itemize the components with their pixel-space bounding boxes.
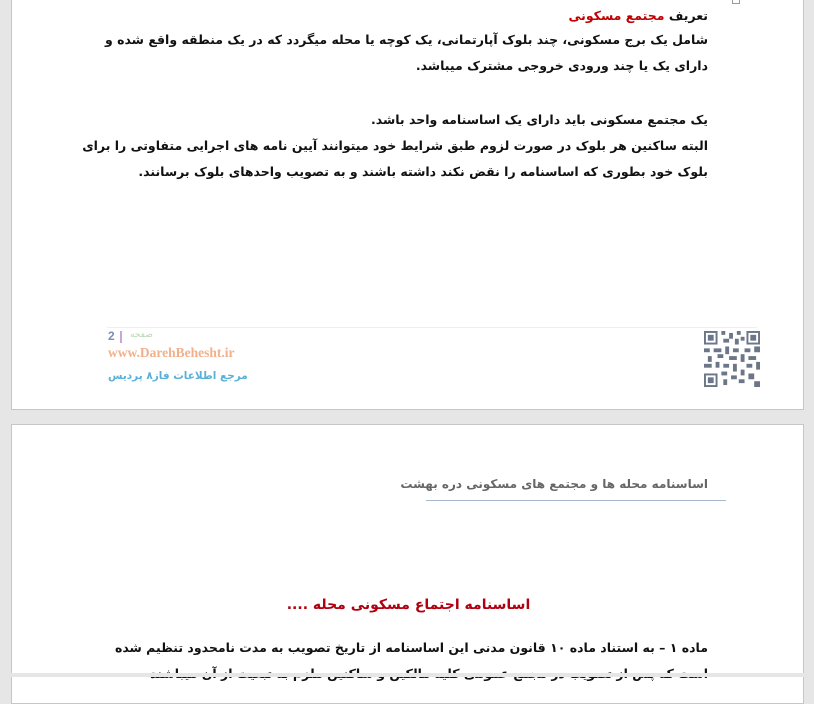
paragraph-2-line-1: یک مجتمع مسکونی باید دارای یک اساسنامه واحد باشد.	[370, 112, 708, 127]
heading-highlight: مجتمع مسکونی	[568, 8, 665, 23]
qr-code-icon	[704, 331, 760, 387]
paragraph-2-line-3: بلوک خود بطوری که اساسنامه را نقض نکند داشته باشند و به تصویب واحدهای بلوک برسانند.	[138, 164, 708, 179]
heading-prefix: تعریف	[668, 8, 708, 23]
text-boundary-marker	[732, 0, 740, 4]
definition-heading	[108, 3, 708, 29]
paragraph-1-line-1: شامل یک برج مسکونی، چند بلوک آپارتمانی، یک کوچه یا محله میگردد که در یک منطقه واقع شده و	[104, 32, 708, 47]
paragraph-2-line-2: البته ساکنین هر بلوک در صورت لزوم طبق شرایط خود میتوانند آیین نامه های اجرایی متفاوتی را برای	[82, 138, 708, 153]
page-number-separator	[120, 331, 122, 343]
page-label: صفحه	[130, 330, 153, 340]
document-title: اساسنامه اجتماع مسکونی محله ....	[286, 597, 531, 613]
paragraph-1-line-2: دارای یک یا چند ورودی خروجی مشترک میباشد.	[415, 58, 708, 73]
footer-divider	[107, 327, 757, 328]
footer-reference: مرجع اطلاعات فاز۸ پردیس	[108, 370, 248, 382]
document-page-2[interactable]	[11, 424, 804, 704]
header-underline	[426, 500, 726, 501]
page-number: 2	[108, 329, 115, 343]
website-link[interactable]: www.DarehBehesht.ir	[108, 345, 235, 360]
document-page-1[interactable]	[11, 0, 804, 410]
viewport-bottom-edge	[0, 673, 814, 677]
page-header: اساسنامه محله ها و مجتمع های مسکونی دره بهشت	[400, 477, 708, 491]
article-1-line-1: ماده ۱ – به استناد ماده ۱۰ قانون مدنی این اساسنامه از تاریخ تصویب به مدت نامحدود تنظیم شده	[114, 640, 708, 655]
